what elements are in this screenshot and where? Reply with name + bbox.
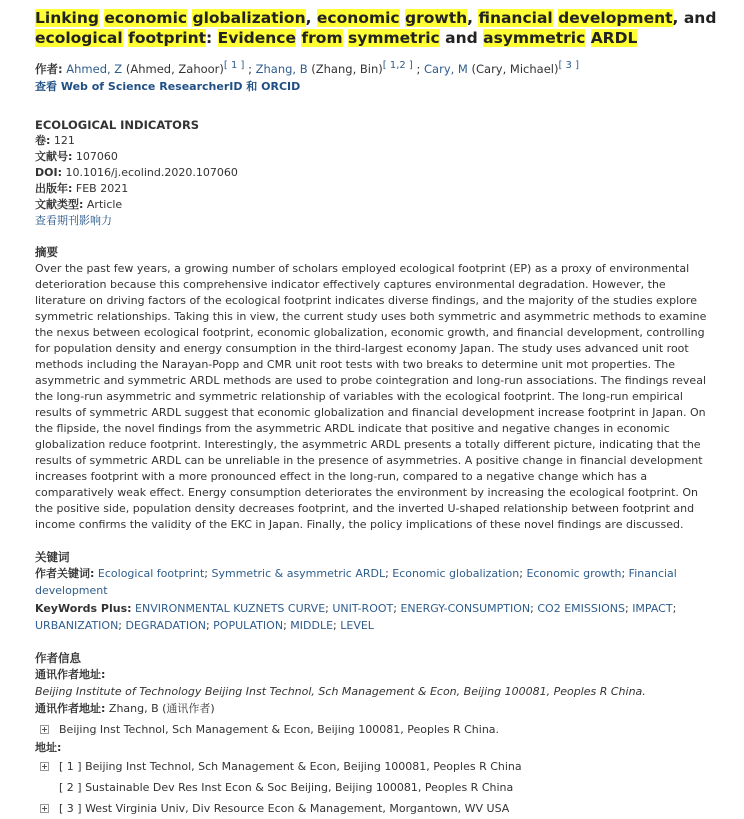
affiliation-ref[interactable]: [ 1,2 ] <box>382 60 413 71</box>
authors-label: 作者: <box>35 61 63 76</box>
author-fullname: (Ahmed, Zahoor) <box>125 61 224 76</box>
journal-name: ECOLOGICAL INDICATORS <box>35 117 200 132</box>
address-text: Beijing Inst Technol, Sch Management & Econ, Beijing 100081, Peoples R China <box>85 759 522 773</box>
author-keyword-link[interactable]: Economic globalization <box>392 566 520 580</box>
keyword-separator: ; <box>530 601 538 615</box>
title-highlight-term: symmetric <box>348 29 440 47</box>
address-num: [ 3 ] <box>59 801 82 815</box>
author-item <box>256 62 417 76</box>
title-highlight-term: asymmetric <box>483 29 586 47</box>
author-keyword-link[interactable]: Financial development <box>35 566 677 597</box>
volume-value: 121 <box>53 133 75 147</box>
author-keyword-link[interactable]: Economic growth <box>526 566 622 580</box>
keyword-separator: ; <box>519 566 527 580</box>
address-text: Sustainable Dev Res Inst Econ & Soc Beijing, Beijing 100081, Peoples R China <box>85 780 514 794</box>
title-text: , <box>305 9 317 27</box>
title-highlight-term: Linking <box>35 9 99 27</box>
type-row <box>35 197 744 213</box>
corr-author-name: Zhang, B (通讯作者) <box>108 701 215 715</box>
expand-icon[interactable] <box>40 762 49 771</box>
title-highlight-term: from <box>301 29 343 47</box>
abstract-text: Over the past few years, a growing number of scholars employed ecological footprint (EP) as a proxy of environmental deterioration because this comprehensive indicator effectively captures environmental degradation. However, the literature on driving factors of the ecological footprint indicates diverse findings, and the majority of the studies explore symmetric relationships. Taking this in view, the current study uses both symmetric and asymmetric methods to examine the nexus between ecological footprint, economic globalization, economic growth, and financial development, controlling for population density and energy consumption in the third-largest economy Japan. The study uses advanced unit root methods including the Narayan-Popp and CMR unit root tests with two breaks to determine unit mot properties. The asymmetric and symmetric ARDL methods are used to probe cointegration and long-run associations. The findings reveal the long-run asymmetric and symmetric relationship of variables with the ecological footprint. The long-run empirical results of symmetric ARDL suggest that economic globalization and financial development increase footprint in Japan. On the flipside, the novel findings from the asymmetric ARDL indicate that positive and negative changes in economic globalization reduce footprint. Interestingly, the asymmetric ARDL presents a totally different picture, indicating that the results of symmetric ARDL can be unreliable in the presence of asymmetries. A positive change in financial development increases footprint with a more pronounced effect in the long-run, compared to a negative change which has a comparatively weak effect. Energy consumption deteriorates the environment by increasing the ecological footprint. On the positive side, population density decreases footprint, and the inverted U-shaped relationship between footprint and income confirms the validity of the EKC in Japan. Finally, the policy implications of these novel findings are discussed. <box>35 261 707 531</box>
author-info-section <box>35 650 744 819</box>
title-text: and <box>439 29 484 47</box>
abstract-section <box>35 244 744 533</box>
title-text <box>585 29 590 47</box>
author-link[interactable]: Ahmed, Z <box>66 61 123 76</box>
title-highlight-term: growth <box>405 9 468 27</box>
author-link[interactable]: Zhang, B <box>255 61 308 76</box>
doi-row <box>35 165 744 181</box>
keyword-separator: ; <box>621 566 629 580</box>
doi-label: DOI: <box>35 165 62 179</box>
keyword-plus-link[interactable]: DEGRADATION <box>125 618 206 632</box>
author-separator: ; <box>248 61 252 76</box>
keyword-separator: ; <box>672 601 677 615</box>
title-text: , <box>467 9 479 27</box>
keyword-plus-link[interactable]: ENVIRONMENTAL KUZNETS CURVE <box>135 601 326 615</box>
author-fullname: (Zhang, Bin) <box>311 61 383 76</box>
keyword-separator: ; <box>205 618 214 632</box>
address-num: [ 2 ] <box>59 780 82 794</box>
title-highlight-term: ecological <box>35 29 123 47</box>
corr-addr-line: Beijing Inst Technol, Sch Management & Econ, Beijing 100081, Peoples R China. <box>59 722 500 736</box>
affiliation-ref[interactable]: [ 3 ] <box>558 60 579 71</box>
article-no-value: 107060 <box>75 149 118 163</box>
keyword-separator: ; <box>385 566 393 580</box>
title-highlight-term: globalization <box>192 9 306 27</box>
keyword-separator: ; <box>393 601 401 615</box>
expand-icon[interactable] <box>40 804 49 813</box>
keywords-plus-label: KeyWords Plus: <box>35 601 132 615</box>
address-text: West Virginia Univ, Div Resource Econ & Management, Morgantown, WV USA <box>85 801 510 815</box>
type-label: 文献类型: <box>35 197 84 211</box>
keyword-plus-link[interactable]: CO2 EMISSIONS <box>537 601 625 615</box>
author-info-heading: 作者信息 <box>35 650 81 665</box>
title-text: , and <box>672 9 717 27</box>
addresses-label: 地址: <box>35 740 62 754</box>
author-keywords-list <box>35 567 677 597</box>
volume-label: 卷: <box>35 133 51 147</box>
keywords-section <box>35 549 744 634</box>
keyword-plus-link[interactable]: ENERGY-CONSUMPTION <box>400 601 531 615</box>
keyword-separator: ; <box>333 618 341 632</box>
date-row <box>35 181 744 197</box>
keywords-plus-list <box>35 602 676 632</box>
keyword-plus-link[interactable]: IMPACT <box>632 601 673 615</box>
article-no-row <box>35 149 744 165</box>
author-link[interactable]: Cary, M <box>424 61 468 76</box>
corr-addr-line-row <box>35 719 744 740</box>
journal-impact-link[interactable]: 查看期刊影响力 <box>35 213 112 227</box>
title-highlight-term: Evidence <box>217 29 297 47</box>
corr-addr-text: Beijing Institute of Technology Beijing Inst Technol, Sch Management & Econ, Beijing 100081, Peoples R China. <box>35 684 646 698</box>
keywords-heading: 关键词 <box>35 549 70 564</box>
title-text: : <box>206 29 218 47</box>
corr-author-row <box>35 701 744 717</box>
keyword-plus-link[interactable]: POPULATION <box>213 618 284 632</box>
address-row <box>35 798 744 819</box>
date-value: FEB 2021 <box>75 181 129 195</box>
title-highlight-term: footprint <box>128 29 207 47</box>
volume-row <box>35 133 744 149</box>
keyword-plus-link[interactable]: MIDDLE <box>290 618 334 632</box>
address-num: [ 1 ] <box>59 759 82 773</box>
keyword-separator: ; <box>325 601 333 615</box>
article-title <box>35 8 725 48</box>
affiliation-ref[interactable]: [ 1 ] <box>223 60 245 71</box>
researcher-id-link[interactable]: 查看 Web of Science ResearcherID 和 ORCID <box>35 79 301 93</box>
address-row <box>35 756 744 777</box>
source-block <box>35 117 744 229</box>
type-value: Article <box>86 197 123 211</box>
author-keyword-link[interactable]: Symmetric & asymmetric ARDL <box>211 566 386 580</box>
author-separator: ; <box>416 61 421 76</box>
address-row <box>35 777 744 798</box>
keyword-plus-link[interactable]: UNIT-ROOT <box>332 601 394 615</box>
expand-icon[interactable] <box>40 725 49 734</box>
keyword-plus-link[interactable]: LEVEL <box>340 618 374 632</box>
keyword-separator: ; <box>118 618 126 632</box>
abstract-heading: 摘要 <box>35 244 58 259</box>
doi-value: 10.1016/j.ecolind.2020.107060 <box>65 165 238 179</box>
title-highlight-term: ARDL <box>590 29 638 47</box>
author-item <box>424 62 579 76</box>
date-label: 出版年: <box>35 181 73 195</box>
keyword-separator: ; <box>283 618 291 632</box>
keywords-plus-row <box>35 600 725 634</box>
keyword-plus-link[interactable]: URBANIZATION <box>35 618 119 632</box>
corr-addr-label-2: 通讯作者地址: <box>35 701 106 715</box>
keyword-separator: ; <box>204 566 212 580</box>
author-item <box>66 62 248 76</box>
author-keyword-link[interactable]: Ecological footprint <box>97 566 205 580</box>
title-highlight-term: development <box>558 9 673 27</box>
title-highlight-term: financial <box>478 9 553 27</box>
corr-addr-label: 通讯作者地址: <box>35 667 106 681</box>
keyword-separator: ; <box>624 601 633 615</box>
article-no-label: 文献号: <box>35 149 73 163</box>
author-keywords-row <box>35 565 725 599</box>
authors-block <box>35 58 744 77</box>
title-highlight-term: economic <box>316 9 400 27</box>
author-keywords-label: 作者关键词: <box>35 566 95 580</box>
author-fullname: (Cary, Michael) <box>471 61 559 76</box>
title-highlight-term: economic <box>104 9 188 27</box>
